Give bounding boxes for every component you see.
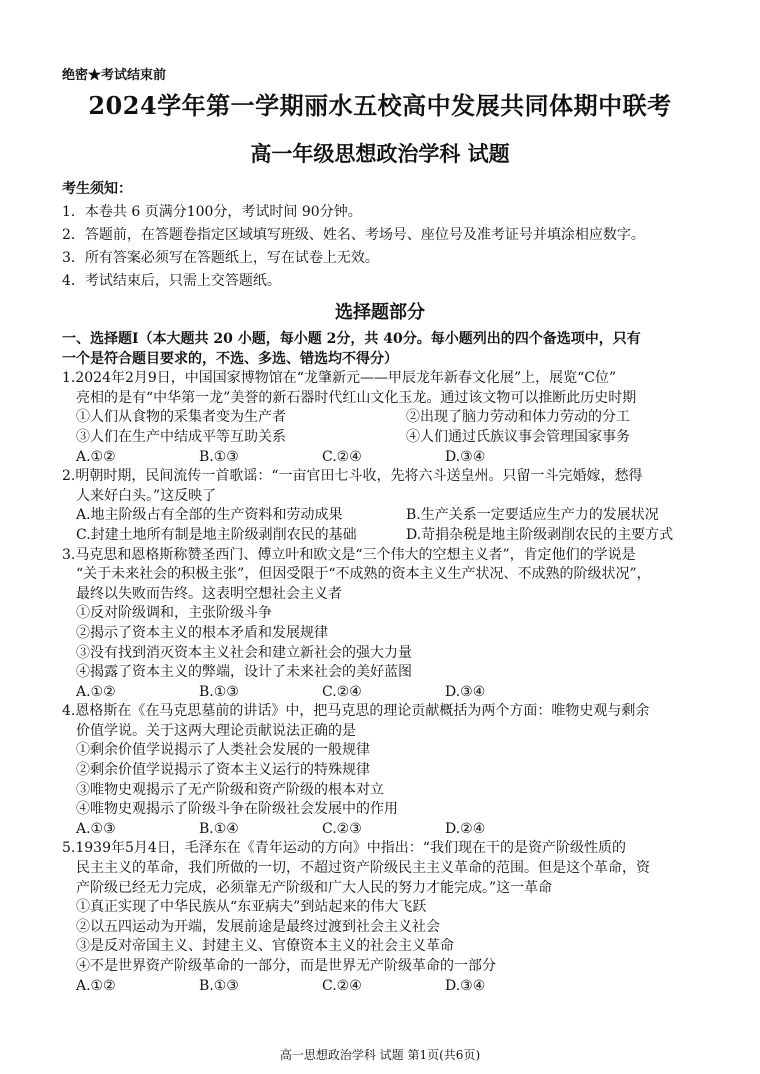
option-d: D.②④	[445, 820, 486, 837]
option-a: A.①②	[76, 448, 116, 465]
statement: ①反对阶级调和，主张阶级斗争	[76, 605, 272, 622]
statement: ②出现了脑力劳动和体力劳动的分工	[406, 409, 630, 426]
option-c: C.②④	[322, 683, 362, 700]
question-stem: 产阶级已经无力完成，必须靠无产阶级和广大人民的努力才能完成。”这一革命	[76, 879, 553, 896]
option-c: C.②④	[322, 977, 362, 994]
statement: ④人们通过氏族议事会管理国家事务	[406, 428, 630, 445]
option-b: B.①③	[199, 683, 239, 700]
question-stem: “关于未来社会的积极主张”，但因受限于“不成熟的资本主义生产状况、不成熟的阶级状况”，	[76, 566, 651, 583]
question-stem: 民主主义的革命，我们所做的一切，不超过资产阶级民主主义革命的范围。但是这个革命，资	[76, 860, 650, 877]
notice-item: 3．所有答案必须写在答题纸上，写在试卷上无效。	[62, 250, 379, 266]
part-instructions: 一个是符合题目要求的，不选、多选、错选均不得分）	[62, 350, 398, 367]
question-stem: 4.恩格斯在《在马克思墓前的讲话》中，把马克思的理论贡献概括为两个方面：唯物史观与剩余	[62, 703, 650, 720]
questions	[62, 330, 702, 996]
question-stem: 最终以失败而告终。这表明空想社会主义者	[76, 585, 342, 602]
question-stem: 5.1939年5月4日，毛泽东在《青年运动的方向》中指出：“我们现在干的是资产阶级性质的	[62, 840, 626, 857]
option-c: C.②③	[322, 820, 362, 837]
statement: ③人们在生产中结成平等互助关系	[76, 428, 286, 445]
notice-heading: 考生须知：	[62, 181, 132, 197]
option-d: D.③④	[445, 683, 486, 700]
statement: ④不是世界资产阶级革命的一部分，而是世界无产阶级革命的一部分	[76, 958, 496, 974]
part-instructions: 一、选择题Ⅰ（本大题共 20 小题，每小题 2分，共 40分。每小题列出的四个备选项中，只有	[62, 331, 641, 347]
page-footer: 高一思想政治学科 试题 第1页(共6页)	[279, 1048, 481, 1062]
option-a: A.①②	[76, 683, 116, 700]
question-stem: 人来好白头。”这反映了	[76, 487, 217, 504]
question-1	[62, 369, 702, 467]
statement: ④揭露了资本主义的弊端，设计了未来社会的美好蓝图	[76, 664, 412, 681]
option-b: B.①④	[199, 820, 239, 837]
notice-item: 4．考试结束后，只需上交答题纸。	[62, 273, 281, 289]
notice-item: 1．本卷共 6 页满分100分，考试时间 90分钟。	[62, 204, 362, 220]
notice-item: 2．答题前，在答题卷指定区域填写班级、姓名、考场号、座位号及准考证号并填涂相应数字。	[62, 227, 645, 243]
statement: ①人们从食物的采集者变为生产者	[76, 409, 286, 426]
statement: ②以五四运动为开端，发展前途是最终过渡到社会主义社会	[76, 918, 440, 935]
section-title: 选择题部分	[335, 302, 425, 323]
options-row	[62, 977, 702, 997]
options-row	[62, 448, 702, 468]
options-row	[62, 820, 702, 840]
exam-subtitle: 高一年级思想政治学科 试题	[250, 141, 510, 166]
statement: ②揭示了资本主义的根本矛盾和发展规律	[76, 624, 328, 641]
question-stem: 3.马克思和恩格斯称赞圣西门、傅立叶和欧文是“三个伟大的空想主义者”，肯定他们的学说是	[62, 546, 636, 563]
option-b: B.①③	[199, 977, 239, 994]
option-d: D.③④	[445, 448, 486, 465]
statement: ①剩余价值学说揭示了人类社会发展的一般规律	[76, 742, 370, 759]
question-stem: 1.2024年2月9日，中国国家博物馆在“龙肇新元——甲辰龙年新春文化展”上，展览“C位”	[62, 370, 617, 387]
statement: ②剩余价值学说揭示了资本主义运行的特殊规律	[76, 762, 370, 779]
question-stem: 亮相的是有“中华第一龙”美誉的新石器时代红山文化玉龙。通过该文物可以推断此历史时期	[76, 389, 637, 406]
option-d: D.苛捐杂税是地主阶级剥削农民的主要方式	[406, 526, 674, 543]
statement: ③是反对帝国主义、封建主义、官僚资本主义的社会主义革命	[76, 938, 454, 955]
option-c: C.封建土地所有制是地主阶级剥削农民的基础	[76, 526, 357, 543]
statement-row	[62, 408, 702, 428]
question-5	[62, 839, 702, 996]
statement-row	[62, 428, 702, 448]
options-row	[62, 506, 702, 526]
question-4	[62, 702, 702, 839]
option-b: B.①③	[199, 448, 239, 465]
options-row	[62, 526, 702, 546]
option-d: D.③④	[445, 977, 486, 994]
option-c: C.②④	[322, 448, 362, 465]
options-row	[62, 683, 702, 703]
option-b: B.生产关系一定要适应生产力的发展状况	[406, 507, 659, 524]
statement: ①真正实现了中华民族从“东亚病夫”到站起来的伟大飞跃	[76, 899, 427, 916]
option-a: A.地主阶级占有全部的生产资料和劳动成果	[76, 507, 343, 524]
option-a: A.①②	[76, 977, 116, 994]
statement: ④唯物史观揭示了阶级斗争在阶级社会发展中的作用	[76, 801, 398, 818]
question-stem: 2.明朝时期，民间流传一首歌谣：“一亩官田七斗收，先将六斗送皇州。只留一斗完婚嫁，愁得	[62, 468, 643, 485]
exam-title: 2024学年第一学期丽水五校高中发展共同体期中联考	[88, 91, 672, 120]
question-3	[62, 546, 702, 703]
option-a: A.①③	[76, 820, 116, 837]
confidential-mark: 绝密★考试结束前	[62, 68, 167, 83]
question-stem: 价值学说。关于这两大理论贡献说法正确的是	[76, 722, 356, 739]
question-2	[62, 467, 702, 545]
statement: ③没有找到消灭资本主义社会和建立新社会的强大力量	[76, 644, 412, 661]
statement: ③唯物史观揭示了无产阶级和资产阶级的根本对立	[76, 781, 384, 798]
